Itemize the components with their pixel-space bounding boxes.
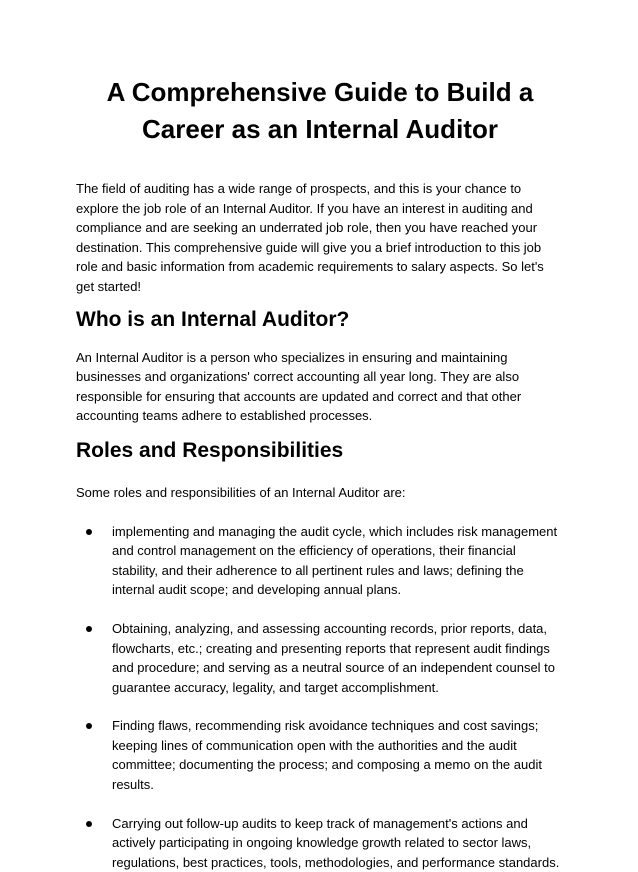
section-heading-roles: Roles and Responsibilities — [76, 438, 344, 462]
who-paragraph: An Internal Auditor is a person who specializes in ensuring and maintaining businesses and organizations' correct accounting all year long. They are also responsible for ensuring that accounts are updated and correct and that other accounting teams adhere to established processes. — [76, 349, 522, 424]
list-item-text: Carrying out follow-up audits to keep track of management's actions and actively participating in ongoing knowledge growth related to sector laws, regulations, best practices, tools, methodologies, and performance standards. — [112, 815, 560, 870]
list-item — [76, 814, 564, 872]
bullet-icon — [86, 723, 92, 729]
list-item-text: Obtaining, analyzing, and assessing accounting records, prior reports, data, flowcharts, etc.; creating and presenting reports that represent audit findings and procedure; and serving as a neutral source of an independent counsel to guarantee accuracy, legality, and target accomplishment. — [112, 620, 556, 695]
responsibilities-list — [76, 522, 564, 872]
bullet-icon — [86, 529, 92, 535]
bullet-icon — [86, 626, 92, 632]
list-item — [76, 522, 564, 600]
list-item — [76, 716, 564, 794]
roles-intro-paragraph: Some roles and responsibilities of an Internal Auditor are: — [76, 484, 406, 500]
list-item — [76, 619, 564, 697]
section-heading-who: Who is an Internal Auditor? — [76, 307, 350, 331]
document-title: A Comprehensive Guide to Build a Career as an Internal Auditor — [106, 77, 534, 144]
list-item-text: implementing and managing the audit cycle, which includes risk management and control management on the efficiency of operations, their financial stability, and their adherence to all pertinent rules and laws; defining the internal audit scope; and developing annual plans. — [112, 523, 558, 598]
intro-paragraph: The field of auditing has a wide range of prospects, and this is your chance to explore the job role of an Internal Auditor. If you have an interest in auditing and compliance and are seeking an underrated job role, then you have reached your destination. This comprehensive guide will give you a brief introduction to this job role and basic information from academic requirements to salary aspects. So let's get started! — [76, 181, 544, 294]
list-item-text: Finding flaws, recommending risk avoidance techniques and cost savings; keeping lines of communication open with the authorities and the audit committee; documenting the process; and composing a memo on the audit results. — [112, 718, 542, 793]
